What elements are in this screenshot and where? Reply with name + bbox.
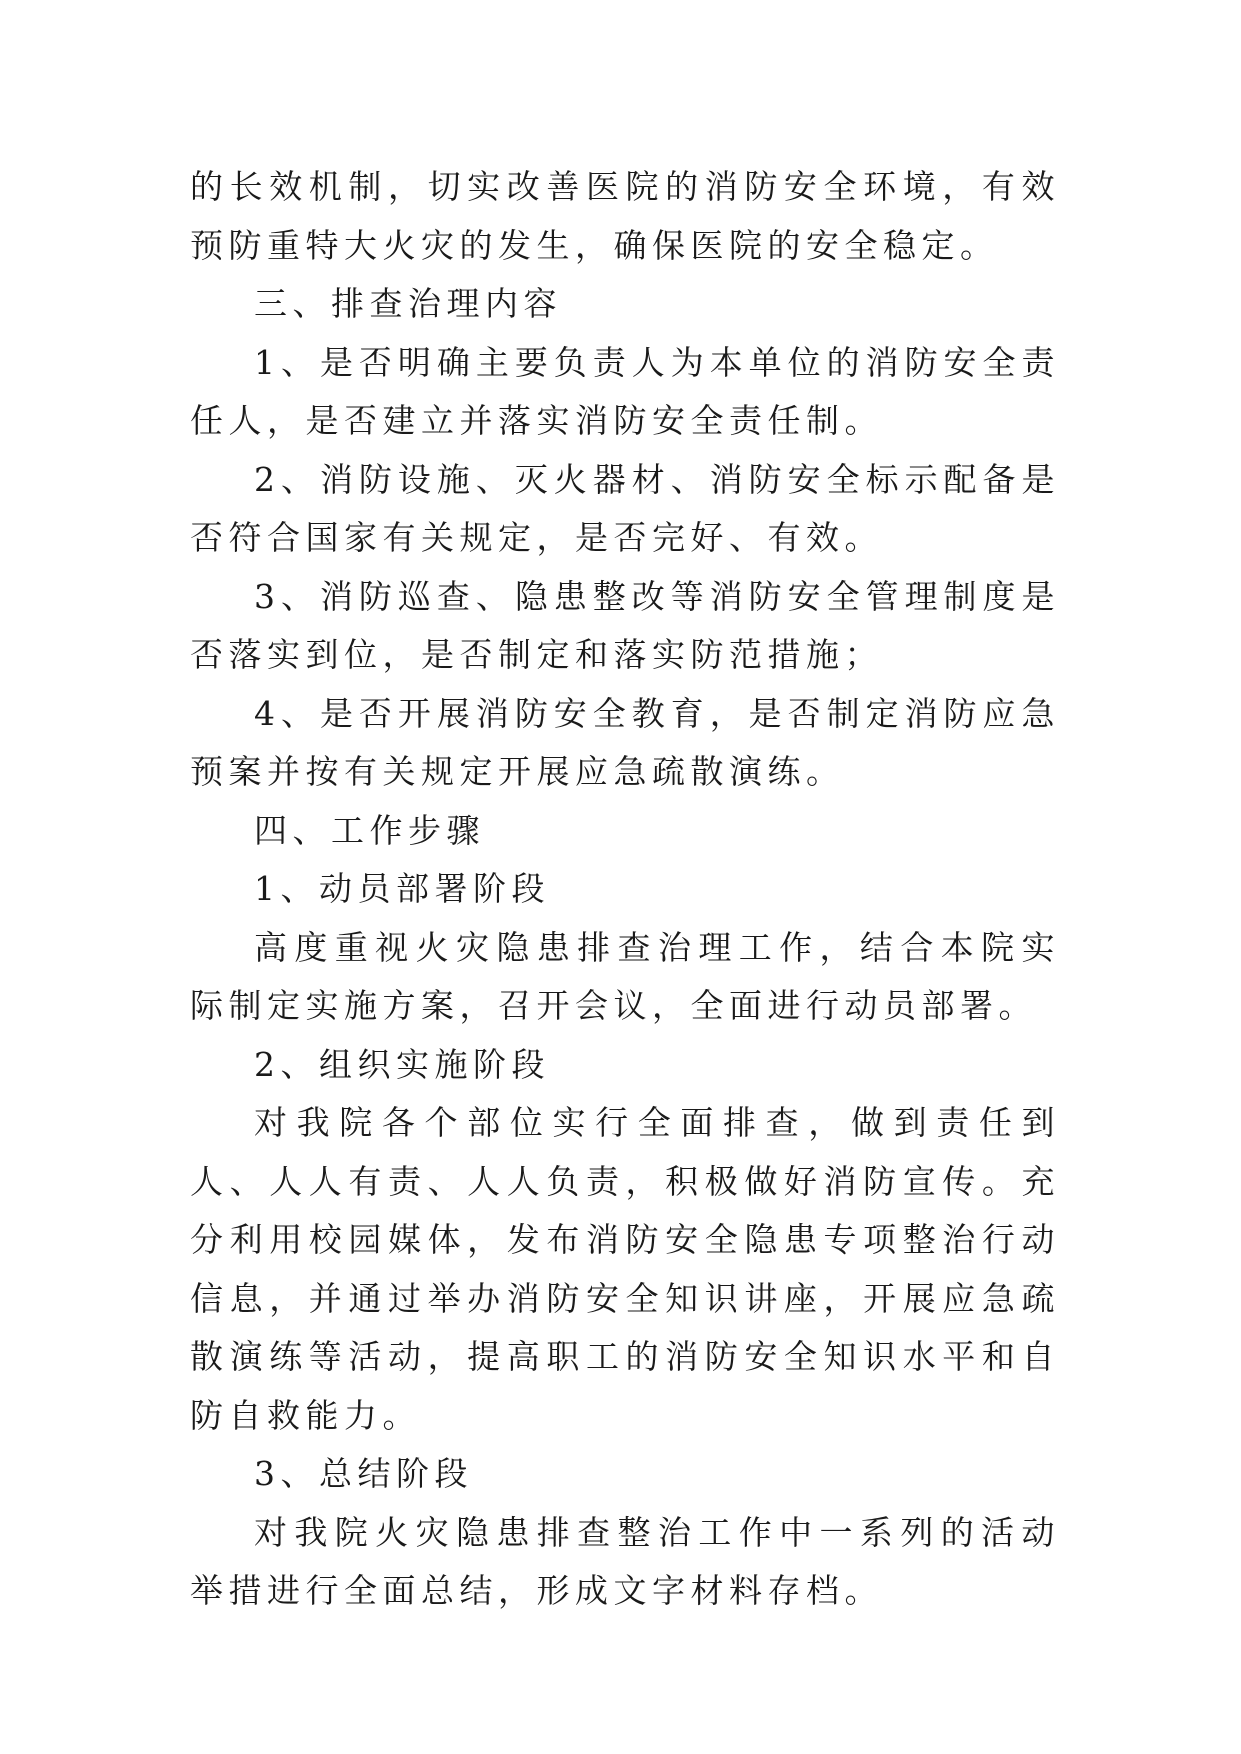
paragraph-implementation: 对我院各个部位实行全面排查，做到责任到人、人人有责、人人负责，积极做好消防宣传。充分利用校园媒体，发布消防安全隐患专项整治行动信息，并通过举办消防安全知识讲座，开展应急疏散演练等活动，提高职工的消防安全知识水平和自防自救能力。 [190,1103,1060,1435]
section-heading-inspection-content: 三、排查治理内容 [254,284,562,323]
paragraph-item-3-patrol: 3、消防巡查、隐患整改等消防安全管理制度是否落实到位，是否制定和落实防范措施； [190,576,1060,674]
paragraph-item-2-facilities: 2、消防设施、灭火器材、消防安全标示配备是否符合国家有关规定，是否完好、有效。 [190,459,1060,557]
document-body [190,158,1060,1621]
subheading-summary-stage: 3、总结阶段 [254,1454,473,1493]
paragraph-item-1-responsibility: 1、是否明确主要负责人为本单位的消防安全责任人，是否建立并落实消防安全责任制。 [190,342,1060,440]
subheading-mobilization-stage: 1、动员部署阶段 [254,869,550,908]
paragraph-mechanism-continuation: 的长效机制，切实改善医院的消防安全环境，有效预防重特大火灾的发生，确保医院的安全稳定。 [190,167,1060,265]
paragraph-item-4-education: 4、是否开展消防安全教育，是否制定消防应急预案并按有关规定开展应急疏散演练。 [190,693,1060,791]
paragraph-mobilization: 高度重视火灾隐患排查治理工作，结合本院实际制定实施方案，召开会议，全面进行动员部署。 [190,927,1060,1025]
section-heading-work-steps: 四、工作步骤 [254,810,485,850]
subheading-implementation-stage: 2、组织实施阶段 [254,1044,550,1084]
paragraph-summary: 对我院火灾隐患排查整治工作中一系列的活动举措进行全面总结，形成文字材料存档。 [190,1512,1060,1610]
